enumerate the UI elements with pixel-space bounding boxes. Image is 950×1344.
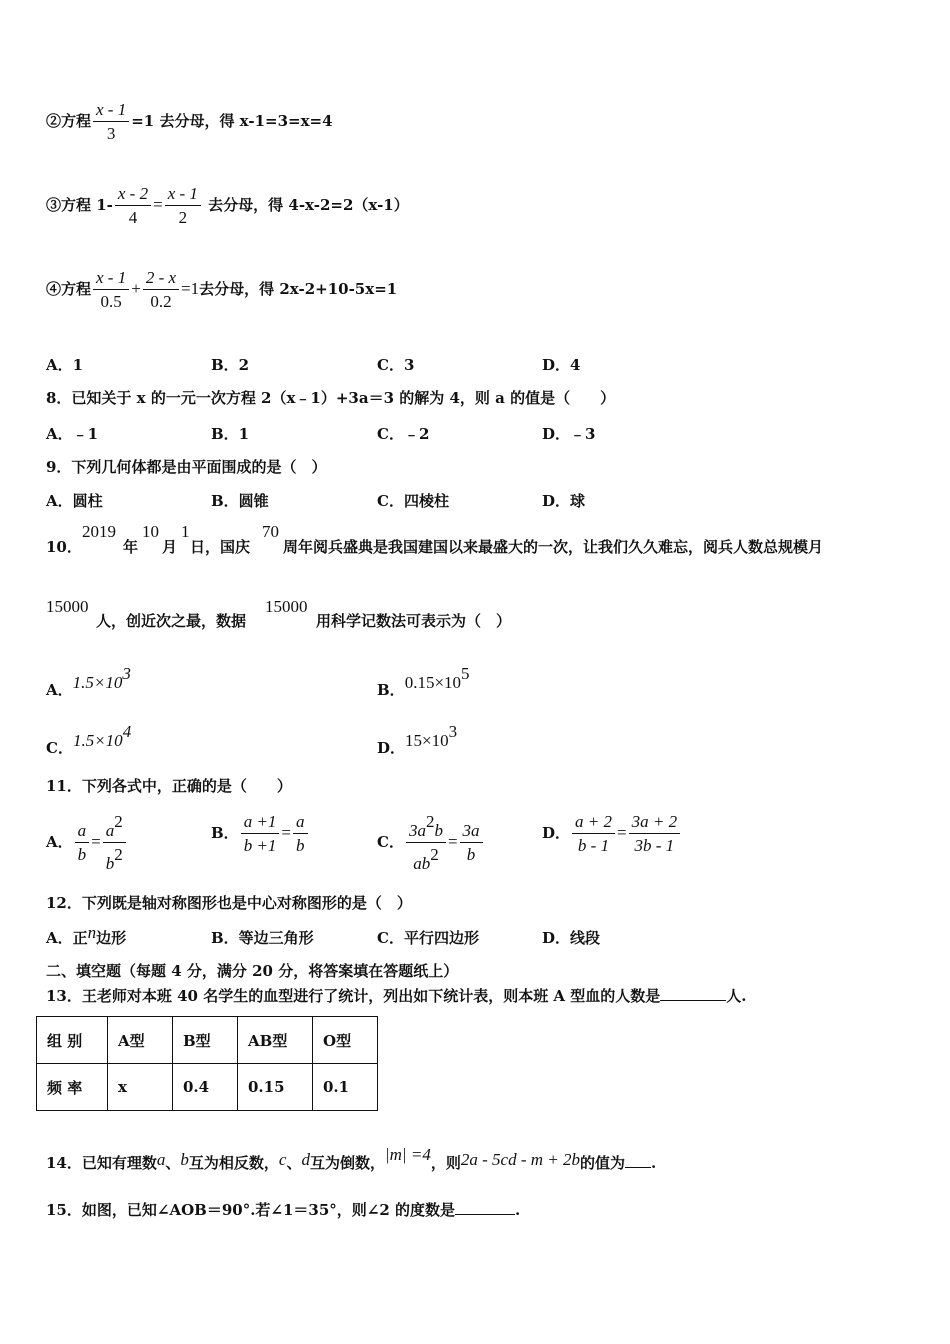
q8-option-b: B．1 xyxy=(211,425,250,443)
q7-option-c: C．3 xyxy=(377,356,415,374)
variable-d: d xyxy=(301,1150,310,1169)
q10-stem-text: 周年阅兵盛典是我国建国以来最盛大的一次，让我们久久难忘，阅兵人数总规模月 xyxy=(283,538,824,556)
answer-blank[interactable] xyxy=(625,1153,651,1168)
q13-text-end: 人. xyxy=(726,987,747,1005)
q12-option-d: D．线段 xyxy=(542,929,601,947)
fraction-numerator: a xyxy=(75,821,90,843)
blood-type-table xyxy=(36,1016,378,1111)
fraction-denominator: ab xyxy=(413,854,431,873)
q11-option-c xyxy=(377,812,485,874)
equals-sign: = xyxy=(447,832,458,851)
q10-option-d xyxy=(377,722,458,757)
fraction-numerator: 3a xyxy=(460,821,483,843)
q10-year-suffix: 年 xyxy=(123,538,139,556)
table-header-cell: A型 xyxy=(108,1017,173,1064)
option-text: 边形 xyxy=(96,929,127,947)
q8-option-a: A．﹣1 xyxy=(46,425,99,443)
option-label: B． xyxy=(377,681,405,699)
q12-option-b: B．等边三角形 xyxy=(211,929,314,947)
table-cell: 频 率 xyxy=(37,1064,108,1111)
exponent: 2 xyxy=(114,845,123,864)
q10-stem-text-2: 人，创近次之最，数据 xyxy=(96,612,247,630)
q9-option-a: A．圆柱 xyxy=(46,492,103,510)
q9-option-d: D．球 xyxy=(542,492,586,510)
expression: 2a - 5cd - m + 2b xyxy=(460,1150,580,1169)
option-label: A． xyxy=(46,833,73,851)
fraction-numerator: a xyxy=(105,821,115,840)
table-cell: 0.15 xyxy=(238,1064,313,1111)
table-header-cell: AB型 xyxy=(238,1017,313,1064)
q15-text: 15．如图，已知∠AOB＝90°.若∠1＝35°，则∠2 的度数是 xyxy=(46,1201,456,1219)
q14-text: 的值为 xyxy=(579,1154,625,1172)
q14-stem xyxy=(46,1145,657,1173)
q10-year: 2019 xyxy=(82,522,116,541)
option-exponent: 3 xyxy=(122,664,131,683)
q9-stem: 9．下列几何体都是由平面围成的是（ ） xyxy=(46,458,327,476)
q7-item3-prefix: ③方程 1- xyxy=(46,196,113,214)
fraction-numerator: x - 1 xyxy=(165,184,201,206)
fraction-numerator: a xyxy=(293,812,308,834)
q13-text: 13．王老师对本班 40 名学生的血型进行了统计，列出如下统计表，则本班 A 型血的人数是 xyxy=(46,987,661,1005)
question-number: 10． xyxy=(46,538,82,556)
fraction-numerator: x - 1 xyxy=(93,100,129,122)
variable-n: n xyxy=(87,923,97,942)
q8-option-d: D．﹣3 xyxy=(542,425,596,443)
q10-option-c xyxy=(46,722,132,757)
q11-option-a xyxy=(46,812,128,874)
fraction-denominator: b - 1 xyxy=(577,836,610,855)
equals-one: =1 xyxy=(181,279,200,298)
q7-item4-fraction-1 xyxy=(93,268,129,312)
q7-item2-fraction xyxy=(93,100,129,144)
fraction-numerator: x - 1 xyxy=(93,268,129,290)
fraction-numerator: 3a + 2 xyxy=(629,812,680,834)
fraction-denominator: 3 xyxy=(106,124,116,143)
q12-stem: 12．下列既是轴对称图形也是中心对称图形的是（ ） xyxy=(46,894,412,912)
q11-option-d xyxy=(542,812,682,856)
q7-item2-suffix: =1 去分母，得 x-1=3=x=4 xyxy=(131,112,333,130)
q14-text: 互为倒数， xyxy=(309,1154,385,1172)
fraction-denominator: b xyxy=(466,845,476,864)
q15-text-end: . xyxy=(515,1201,521,1219)
option-value: 15×10 xyxy=(405,731,449,750)
q8-option-c: C．﹣2 xyxy=(377,425,430,443)
fraction-denominator: b xyxy=(105,854,115,873)
table-header-row xyxy=(37,1017,378,1064)
q10-day-suffix: 日，国庆 xyxy=(190,538,251,556)
q15-stem xyxy=(46,1200,520,1220)
option-exponent: 4 xyxy=(122,722,132,741)
q9-option-b: B．圆锥 xyxy=(211,492,269,510)
table-cell: 0.4 xyxy=(173,1064,238,1111)
q10-stem-line1 xyxy=(46,537,82,557)
q12-option-a xyxy=(46,923,127,948)
q10-stem-text-3: 用科学记数法可表示为（ ） xyxy=(316,612,512,630)
fraction-denominator: 0.5 xyxy=(100,292,122,311)
fraction-denominator: b xyxy=(296,836,305,855)
equals-sign: = xyxy=(281,823,292,842)
section-2-title: 二、填空题（每题 4 分，满分 20 分，将答案填在答题纸上） xyxy=(46,962,459,980)
exponent: 2 xyxy=(425,812,435,831)
option-value: 0.15×10 xyxy=(404,673,462,692)
q7-item4-fraction-2 xyxy=(143,268,179,312)
answer-blank[interactable] xyxy=(455,1200,515,1215)
fraction-numerator-tail: b xyxy=(434,821,443,840)
q14-text: 互为相反数， xyxy=(188,1154,279,1172)
fraction-denominator: b +1 xyxy=(243,836,277,855)
option-label: D． xyxy=(377,739,406,757)
table-header-cell: O型 xyxy=(313,1017,378,1064)
q14-text: ，则 xyxy=(430,1154,461,1172)
fraction-denominator: 0.2 xyxy=(150,292,172,311)
q10-option-b xyxy=(377,664,470,699)
q10-day: 1 xyxy=(181,522,190,541)
q14-sep: 、 xyxy=(286,1154,302,1172)
q7-item4 xyxy=(46,268,397,312)
fraction-numerator: a +1 xyxy=(241,812,280,834)
option-value: 1.5×10 xyxy=(72,731,123,750)
fraction-numerator: 3a xyxy=(408,821,426,840)
abs-m-equation: |m| =4 xyxy=(384,1145,431,1164)
q13-stem xyxy=(46,986,747,1006)
fraction-denominator: 2 xyxy=(178,208,188,227)
q7-option-a: A．1 xyxy=(46,356,84,374)
q7-item3-fraction-left xyxy=(115,184,151,228)
q14-sep: 、 xyxy=(165,1154,181,1172)
q10-option-a xyxy=(46,664,131,699)
equals-sign: = xyxy=(153,195,163,214)
q7-item2 xyxy=(46,100,333,144)
variable-b: b xyxy=(180,1150,189,1169)
equals-sign: = xyxy=(91,832,101,851)
exponent: 2 xyxy=(430,845,439,864)
option-value: 1.5×10 xyxy=(72,673,123,692)
q7-item3-suffix: 去分母，得 4-x-2=2（x-1） xyxy=(208,196,409,214)
fraction-denominator: b xyxy=(77,845,87,864)
q7-option-b: B．2 xyxy=(211,356,250,374)
q8-stem: 8．已知关于 x 的一元一次方程 2（x﹣1）+3a＝3 的解为 4，则 a 的值是（ ） xyxy=(46,389,616,407)
variable-a: a xyxy=(156,1150,166,1169)
fraction-numerator: a + 2 xyxy=(572,812,615,834)
q7-item2-prefix: ②方程 xyxy=(46,112,92,130)
option-label: A．正 xyxy=(46,929,88,947)
plus-sign: + xyxy=(131,279,141,298)
option-label: A． xyxy=(46,681,73,699)
answer-blank[interactable] xyxy=(660,986,726,1001)
option-exponent: 5 xyxy=(461,664,470,683)
option-exponent: 3 xyxy=(448,722,458,741)
q7-item4-prefix: ④方程 xyxy=(46,280,92,298)
q10-count-2: 15000 xyxy=(265,597,308,616)
fraction-numerator: x - 2 xyxy=(115,184,151,206)
equals-sign: = xyxy=(617,823,627,842)
fraction-denominator: 3b - 1 xyxy=(634,836,675,855)
q7-item4-suffix: 去分母，得 2x-2+10-5x=1 xyxy=(199,280,398,298)
q12-option-c: C．平行四边形 xyxy=(377,929,479,947)
fraction-denominator: 4 xyxy=(128,208,138,227)
fraction-numerator: 2 - x xyxy=(143,268,179,290)
table-header-cell: B型 xyxy=(173,1017,238,1064)
q7-item3-fraction-right xyxy=(165,184,201,228)
table-header-cell: 组 别 xyxy=(37,1017,108,1064)
q14-text: 14．已知有理数 xyxy=(46,1154,157,1172)
q10-month-suffix: 月 xyxy=(162,538,178,556)
q7-item3 xyxy=(46,184,409,228)
q7-option-d: D．4 xyxy=(542,356,581,374)
option-label: B． xyxy=(211,824,239,842)
variable-c: c xyxy=(278,1150,287,1169)
option-label: D． xyxy=(542,824,571,842)
q11-stem: 11．下列各式中，正确的是（ ） xyxy=(46,777,292,795)
table-row xyxy=(37,1064,378,1111)
exponent: 2 xyxy=(114,812,123,831)
table-cell: 0.1 xyxy=(313,1064,378,1111)
q9-option-c: C．四棱柱 xyxy=(377,492,449,510)
q10-anniversary: 70 xyxy=(262,522,279,541)
q10-month: 10 xyxy=(142,522,159,541)
q10-count-1: 15000 xyxy=(46,597,89,616)
table-cell: x xyxy=(108,1064,173,1111)
option-label: C． xyxy=(377,833,404,851)
q11-option-b xyxy=(211,812,310,856)
option-label: C． xyxy=(46,739,73,757)
q14-text-end: . xyxy=(651,1154,657,1172)
